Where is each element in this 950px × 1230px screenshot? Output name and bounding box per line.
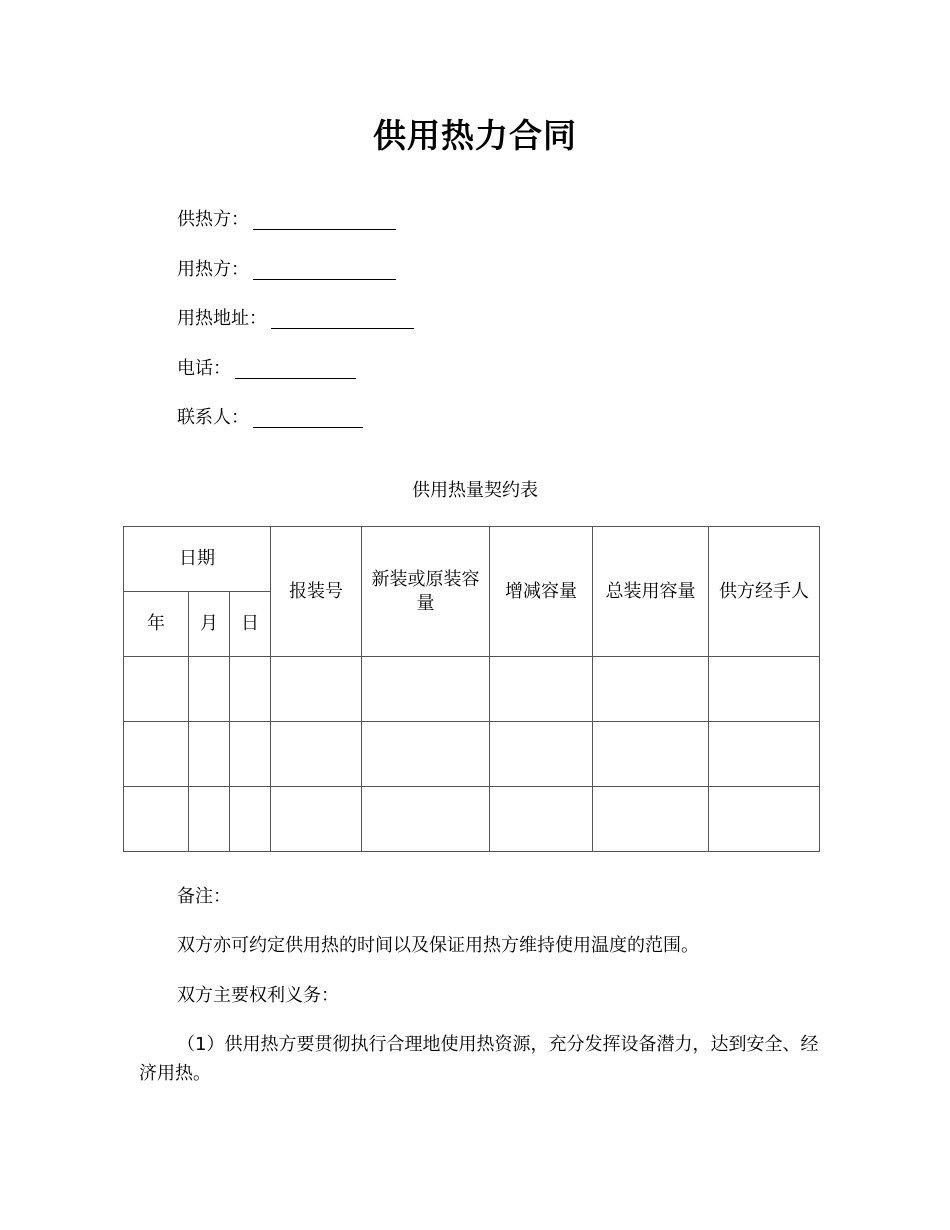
table-cell[interactable] [362, 657, 490, 722]
header-report-no: 报装号 [271, 527, 362, 657]
table-cell[interactable] [490, 657, 593, 722]
table-cell[interactable] [490, 787, 593, 852]
table-cell[interactable] [189, 657, 230, 722]
header-supplier-handler: 供方经手人 [709, 527, 820, 657]
table-cell[interactable] [230, 787, 271, 852]
table-cell[interactable] [230, 722, 271, 787]
field-label: 供热方： [177, 209, 249, 230]
field-phone [177, 356, 356, 382]
paragraph-clause-1: （1）供用热方要贯彻执行合理地使用热资源，充分发挥设备潜力，达到安全、经济用热。 [139, 1034, 819, 1084]
field-heat-supplier [177, 207, 396, 233]
table-cell[interactable] [271, 722, 362, 787]
blank-line[interactable] [253, 207, 396, 230]
field-contact [177, 405, 363, 431]
blank-line[interactable] [253, 405, 363, 428]
table-cell[interactable] [124, 657, 189, 722]
field-heat-address [177, 306, 414, 332]
header-date: 日期 [124, 527, 271, 592]
table-row [124, 657, 820, 722]
table-cell[interactable] [271, 657, 362, 722]
field-heat-user [177, 257, 396, 283]
table-cell[interactable] [593, 657, 709, 722]
table-caption: 供用热量契约表 [412, 480, 538, 501]
header-capacity-change: 增减容量 [490, 527, 593, 657]
table-cell[interactable] [490, 722, 593, 787]
field-label: 用热地址： [177, 308, 267, 329]
field-label: 用热方： [177, 259, 249, 280]
header-month: 月 [189, 592, 230, 657]
table-cell[interactable] [230, 657, 271, 722]
paragraph-rights-obligations: 双方主要权利义务： [177, 985, 339, 1006]
table-cell[interactable] [124, 722, 189, 787]
table-cell[interactable] [709, 787, 820, 852]
paragraph-time-range: 双方亦可约定供用热的时间以及保证用热方维持使用温度的范围。 [177, 935, 699, 956]
header-day: 日 [230, 592, 271, 657]
header-year: 年 [124, 592, 189, 657]
table-cell[interactable] [189, 787, 230, 852]
table-cell[interactable] [709, 657, 820, 722]
remark-label: 备注： [177, 886, 231, 907]
table-cell[interactable] [189, 722, 230, 787]
blank-line[interactable] [235, 356, 356, 379]
table-row [124, 787, 820, 852]
table-cell[interactable] [271, 787, 362, 852]
table-cell[interactable] [709, 722, 820, 787]
table-cell[interactable] [362, 787, 490, 852]
field-label: 联系人： [177, 407, 249, 428]
document-title: 供用热力合同 [373, 116, 577, 155]
header-total-capacity: 总装用容量 [593, 527, 709, 657]
table-cell[interactable] [124, 787, 189, 852]
blank-line[interactable] [271, 306, 414, 329]
heat-contract-table [123, 526, 820, 852]
field-label: 电话： [177, 358, 231, 379]
table-header-row [124, 527, 820, 592]
table-cell[interactable] [362, 722, 490, 787]
table-cell[interactable] [593, 787, 709, 852]
header-new-or-original-capacity: 新装或原装容量 [362, 527, 490, 657]
table-row [124, 722, 820, 787]
blank-line[interactable] [253, 257, 396, 280]
table-cell[interactable] [593, 722, 709, 787]
